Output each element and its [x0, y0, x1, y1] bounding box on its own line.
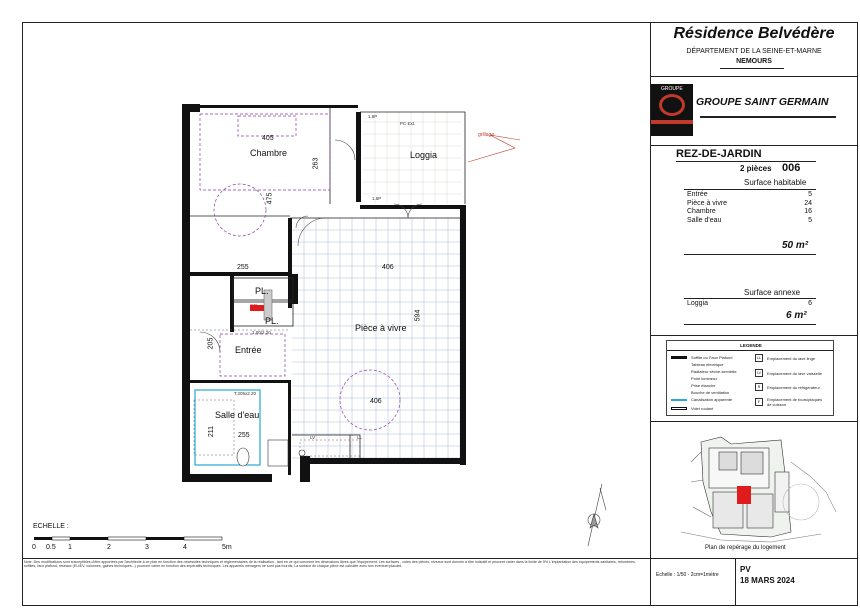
legend-title: LEGENDE [740, 343, 762, 348]
brand-name: GROUPE SAINT GERMAIN [696, 96, 829, 108]
room-row [687, 217, 812, 226]
legend-item: Canalisation apparente [691, 397, 733, 402]
dimension: 255 [237, 264, 249, 271]
annex-total: 6 m² [786, 310, 807, 321]
legend-item: Tableau électrique [691, 362, 724, 367]
project-title: Résidence Belvédère [673, 25, 835, 42]
floor-plan [180, 100, 530, 485]
dimension: 594 [414, 309, 422, 322]
scale-tick: 1 [68, 544, 72, 551]
site-plan [651, 422, 858, 557]
dimension: 406 [382, 264, 394, 271]
legend-item: Volet roulant [691, 406, 714, 411]
tb-line-1 [650, 76, 858, 77]
legend-item: Emplacement du réfrigérateur [767, 385, 820, 390]
surface-total-line [684, 254, 816, 255]
walls [182, 104, 466, 482]
footer-divider [735, 558, 736, 606]
legend-title-line [667, 350, 833, 351]
scale-bar-segments [34, 537, 222, 540]
dimension: 205 [207, 337, 215, 350]
brand-logo-bar [651, 120, 693, 124]
bathroom-fixtures [237, 440, 305, 466]
annex-title-underline [684, 298, 816, 299]
legend-item: Emplacement du lave vaisselle [767, 371, 822, 376]
room-row [687, 208, 812, 217]
brand-logo-mark [659, 94, 685, 116]
surface-title: Surface habitable [744, 178, 807, 187]
legend-box [666, 340, 834, 416]
living-tiles [292, 218, 463, 460]
date-label: 18 MARS 2024 [740, 576, 795, 585]
unit-level: REZ-DE-JARDIN [676, 148, 762, 160]
room-label-pl1: PL. [255, 286, 269, 296]
disclaimer: Note: Des modifications sont susceptibles d'être apportées par l'architecte à ce plan en fonction des nécessités techniques et réglementaires de la réalisation , tant en ce qui concerne les dimensions libres que l'équipement. Les surfaces , cotes des pièces, niveaux sont donnés à titre indicatif et peuvent varier dans la limite de 5% L'implantation des équipements sanitaires, retombées, soffites, faux plafond, réseaux (EU/EV, colonnes, gaines techniques...) pourront varier en fonction des impératifs techniques. Les appareils ménagers ne sont pas fournis. La surface de chaque pièce est calculée avec son éventuel placard. [24, 560, 636, 569]
surface-title-underline [684, 189, 816, 190]
room-list [687, 191, 812, 225]
room-row [687, 191, 812, 200]
tb-line-2 [650, 145, 858, 146]
legend-symbol-ll: LL [755, 354, 763, 362]
door-note: T.205x2.20 [234, 391, 257, 396]
annex-area: 6 [808, 300, 812, 307]
ps-note: 1.6P [368, 114, 378, 119]
scale-title: ECHELLE : [33, 523, 69, 530]
scale-tick: 5m [222, 544, 232, 551]
pc-note: PC Ext. [400, 121, 416, 126]
grillage-note: grillage [478, 132, 495, 138]
room-area: 16 [804, 208, 812, 215]
room-label-piece: Pièce à vivre [355, 323, 407, 333]
legend-item: Radiateur sèche-serviette [691, 369, 737, 374]
unit-type: 2 pièces [740, 164, 772, 173]
scale-note: Echelle : 1/50 - 2cm=1mètre [656, 572, 719, 578]
room-label-entree: Entrée [235, 345, 262, 355]
brand-logo [651, 84, 693, 136]
legend-symbol-soffite [671, 356, 687, 359]
lv-note: LV [310, 435, 316, 440]
height-note: 1.00/2.20 [252, 330, 271, 335]
room-label-salle: Salle d'eau [215, 410, 260, 420]
footer-line [22, 558, 650, 559]
legend-item: Bouche de ventilation [691, 390, 730, 395]
tb-line-3 [650, 335, 858, 336]
annex-name: Loggia [687, 300, 709, 307]
grillage-callout [468, 135, 520, 162]
room-row [687, 200, 812, 209]
legend-symbol-volet [671, 407, 687, 410]
legend-item: Point lumineux [691, 376, 718, 381]
legend-item: Soffite ou Faux Plafond [691, 355, 733, 360]
legend-symbol-r: R [755, 383, 763, 391]
room-name: Entrée [687, 191, 708, 198]
dimension: 255 [238, 432, 250, 439]
site-plan-highlight [737, 486, 751, 504]
scale-bar [34, 533, 244, 543]
room-label-loggia: Loggia [410, 150, 438, 160]
dimension: 211 [208, 425, 216, 438]
gtl-note: GTL [250, 303, 259, 308]
brand-underline [700, 116, 836, 118]
annex-title: Surface annexe [744, 288, 801, 297]
room-name: Salle d'eau [687, 216, 722, 224]
stage-label: PV [740, 565, 751, 574]
tb-line-5 [650, 558, 858, 559]
town-text: NEMOURS [736, 58, 772, 65]
room-area: 5 [808, 191, 812, 198]
ll-note: LL [357, 435, 363, 440]
dimension: 475 [266, 192, 274, 205]
room-name: Chambre [687, 208, 716, 215]
site-plan-caption: Plan de repérage du logement [705, 545, 786, 551]
scale-tick: 2 [107, 544, 111, 551]
room-area: 24 [804, 199, 812, 207]
grey-dashed [190, 330, 363, 456]
site-plan-drawing [681, 437, 836, 542]
ps2-note: 1.6P [372, 196, 382, 201]
legend-symbol-ventilation [671, 399, 687, 401]
unit-number: 006 [782, 162, 801, 174]
legend-item: Emplacement de fours/plaques de cuisson [767, 397, 823, 407]
room-label-pl2: PL. [265, 316, 279, 326]
scale-tick: 0 [32, 544, 36, 551]
north-arrow-icon [580, 480, 610, 550]
legend-item: Prise étanche [691, 383, 716, 388]
dimension: 406 [370, 398, 382, 405]
legend-symbol-lv: LV [756, 371, 762, 375]
scale-tick: 4 [183, 544, 187, 551]
scale-tick: 0.5 [46, 544, 56, 551]
dimension: 263 [312, 157, 320, 170]
room-area: 5 [808, 216, 812, 224]
scale-tick: 3 [145, 544, 149, 551]
surface-total: 50 m² [782, 240, 809, 251]
annex-row [687, 300, 812, 307]
legend-symbol-f: F [755, 398, 763, 406]
department-text: DÉPARTEMENT DE LA SEINE-ET-MARNE [686, 48, 822, 55]
room-label-chambre: Chambre [250, 148, 288, 158]
room-name: Pièce à vivre [687, 199, 728, 207]
brand-logo-text: GROUPE [661, 86, 683, 92]
dimension: 405 [262, 135, 274, 142]
legend-item: Emplacement du lave linge [767, 356, 816, 361]
town-underline [720, 68, 784, 69]
annex-total-line [684, 324, 816, 325]
